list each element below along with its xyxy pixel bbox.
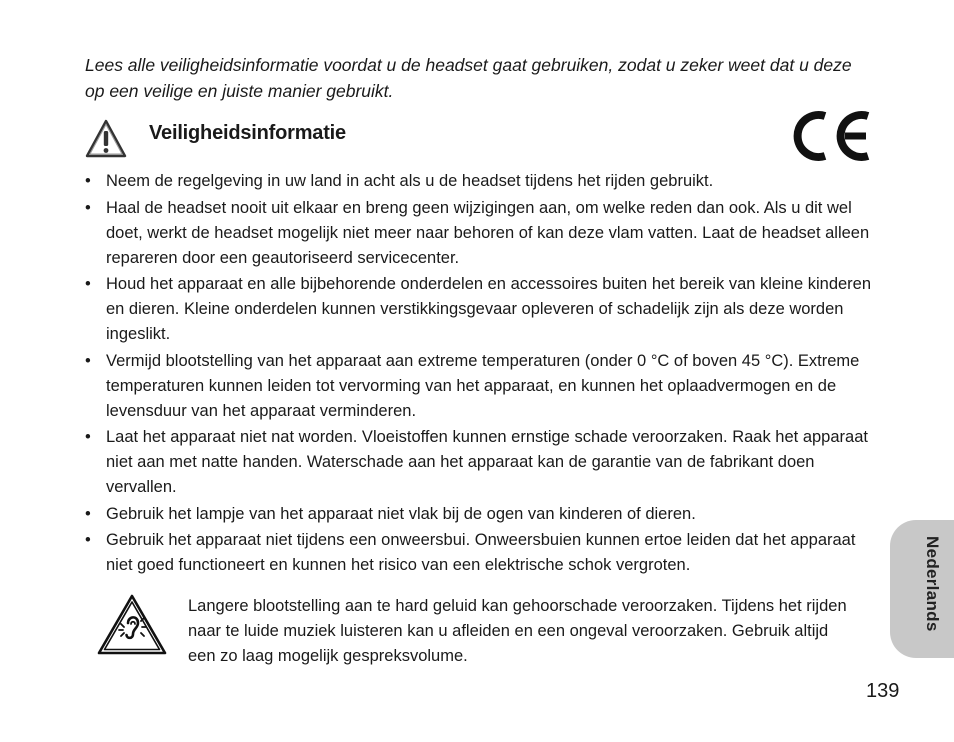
ce-mark-icon bbox=[788, 108, 872, 164]
bullet-item: • Laat het apparaat niet nat worden. Vloeistoffen kunnen ernstige schade veroorzaken. Raak het apparaat niet aan met natte handen. Waterschade aan het apparaat kan de garantie van de fabrikant doen vervallen. bbox=[85, 425, 885, 500]
language-tab-label: Nederlands bbox=[923, 536, 942, 632]
intro-text: Lees alle veiligheidsinformatie voordat u de headset gaat gebruiken, zodat u zeker weet dat u deze op een veilige en juiste manier gebruikt. bbox=[85, 55, 852, 101]
warning-triangle-icon bbox=[84, 118, 128, 160]
safety-bullet-list bbox=[85, 169, 885, 580]
language-side-tab bbox=[890, 520, 954, 658]
bullet-item: • Neem de regelgeving in uw land in acht als u de headset tijdens het rijden gebruikt. bbox=[85, 169, 885, 194]
noise-warning-text: Langere blootstelling aan te hard geluid kan gehoorschade veroorzaken. Tijdens het rijden naar te luide muziek luisteren kan u afleiden en een ongeval veroorzaken. Gebruik altijd een zo laag mogelijk gespreksvolume. bbox=[188, 597, 847, 665]
section-heading: Veiligheidsinformatie bbox=[149, 122, 346, 144]
bullet-item: • Vermijd blootstelling van het apparaat aan extreme temperaturen (onder 0 °C of boven 45 °C). Extreme temperaturen kunnen leiden tot vervorming van het apparaat, en kunnen het oplaadvermogen en de levensduur van het apparaat verminderen. bbox=[85, 349, 885, 424]
bullet-item: • Haal de headset nooit uit elkaar en breng geen wijzigingen aan, om welke reden dan ook. Als u dit wel doet, werkt de headset mogelijk niet meer naar behoren of kan deze vlam vatten. Laat de headset alleen repareren door een geautoriseerd servicecenter. bbox=[85, 196, 885, 271]
page-number: 139 bbox=[866, 680, 900, 702]
bullet-item: • Gebruik het apparaat niet tijdens een onweersbui. Onweersbuien kunnen ertoe leiden dat het apparaat niet goed functioneert en kunnen het risico van een elektrische schok vergroten. bbox=[85, 528, 885, 578]
hearing-damage-warning-icon bbox=[97, 594, 167, 656]
bullet-item: • Houd het apparaat en alle bijbehorende onderdelen en accessoires buiten het bereik van kleine kinderen en dieren. Kleine onderdelen kunnen verstikkingsgevaar opleveren of schadelijk zijn als deze worden ingeslikt. bbox=[85, 272, 885, 347]
bullet-item: • Gebruik het lampje van het apparaat niet vlak bij de ogen van kinderen of dieren. bbox=[85, 502, 885, 527]
